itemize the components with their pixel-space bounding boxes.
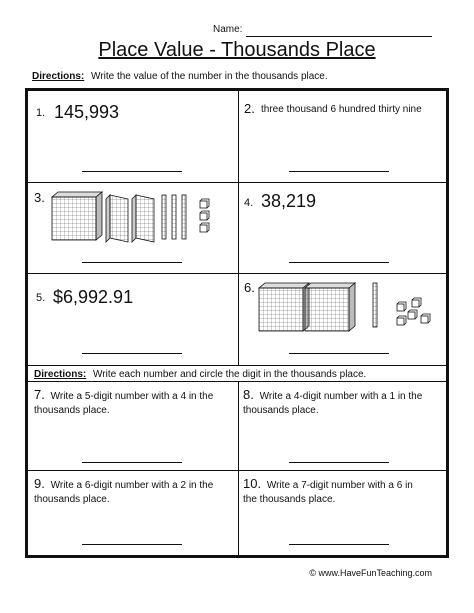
directions-label: Directions: (34, 369, 87, 380)
answer-line[interactable] (82, 171, 182, 172)
thousand-cube-icon (52, 192, 102, 240)
answer-line[interactable] (289, 544, 389, 545)
footer-credit: © www.HaveFunTeaching.com (309, 568, 432, 578)
unit-cube-icon (397, 316, 406, 325)
problem-number: 9. (34, 476, 45, 491)
page-title: Place Value - Thousands Place (98, 39, 376, 61)
hundred-flat-icon (106, 195, 128, 242)
unit-cube-icon (397, 302, 406, 311)
directions-2 (34, 369, 366, 380)
problem-number: 3. (34, 190, 45, 205)
unit-cube-icon (200, 211, 209, 220)
directions-text: Write each number and circle the digit in the thousands place. (93, 369, 367, 380)
ten-rod-icon (172, 195, 176, 239)
problem-8 (239, 382, 446, 470)
divider-row-3 (28, 365, 446, 366)
problem-prompt: Write a 7-digit number with a 6 in the thousands place. (243, 480, 413, 505)
problem-prompt: Write a 5-digit number with a 4 in the thousands place. (34, 391, 214, 416)
problem-text (243, 388, 423, 418)
answer-line[interactable] (82, 462, 182, 463)
thousand-cube-icon (305, 283, 355, 331)
problem-number: 5. (36, 292, 46, 304)
name-label: Name: (213, 24, 243, 35)
problem-2 (239, 91, 446, 182)
problem-text (34, 477, 214, 507)
problem-text (34, 388, 214, 418)
hundred-flat-icon (132, 195, 154, 242)
thousand-cube-icon (259, 283, 309, 331)
ten-rod-icon (182, 195, 186, 239)
problem-number: 8. (243, 387, 254, 402)
problem-value: 145,993 (54, 102, 120, 122)
unit-cube-icon (421, 314, 430, 323)
problem-text (243, 477, 423, 507)
worksheet-box (25, 88, 449, 558)
ten-rod-icon (162, 195, 166, 239)
problem-3 (28, 183, 238, 273)
problem-number: 1. (36, 107, 46, 119)
answer-line[interactable] (289, 171, 389, 172)
problem-number: 2. (244, 101, 255, 116)
answer-line[interactable] (82, 262, 182, 263)
unit-cube-icon (412, 298, 421, 307)
problem-number: 4. (244, 197, 254, 209)
problem-prompt: Write a 6-digit number with a 2 in the thousands place. (34, 480, 214, 505)
problem-10 (239, 471, 446, 555)
answer-line[interactable] (82, 353, 182, 354)
problem-number: 6. (244, 280, 255, 295)
answer-line[interactable] (289, 462, 389, 463)
base-ten-blocks-6 (255, 282, 443, 336)
ten-rod-icon (373, 283, 377, 327)
problem-value: $6,992.91 (53, 287, 134, 307)
base-ten-blocks-3 (48, 191, 223, 245)
problem-4 (239, 183, 446, 273)
problem-9 (28, 471, 238, 555)
answer-line[interactable] (289, 353, 389, 354)
name-field-line[interactable] (246, 36, 432, 37)
unit-cube-icon (408, 310, 417, 319)
problem-prompt: Write a 4-digit number with a 1 in the thousands place. (243, 391, 423, 416)
problem-6 (239, 274, 446, 365)
problem-5 (28, 274, 238, 365)
unit-cube-icon (200, 199, 209, 208)
problem-1 (28, 91, 238, 182)
unit-cube-icon (200, 223, 209, 232)
problem-number: 7. (34, 387, 45, 402)
directions-label: Directions: (32, 71, 85, 82)
answer-line[interactable] (82, 544, 182, 545)
problem-number: 10. (243, 476, 262, 491)
problem-value: three thousand 6 hundred thirty nine (261, 104, 422, 115)
directions-1 (32, 71, 328, 82)
answer-line[interactable] (289, 262, 389, 263)
directions-text: Write the value of the number in the thousands place. (91, 71, 328, 82)
problem-7 (28, 382, 238, 470)
problem-value: 38,219 (261, 191, 317, 211)
